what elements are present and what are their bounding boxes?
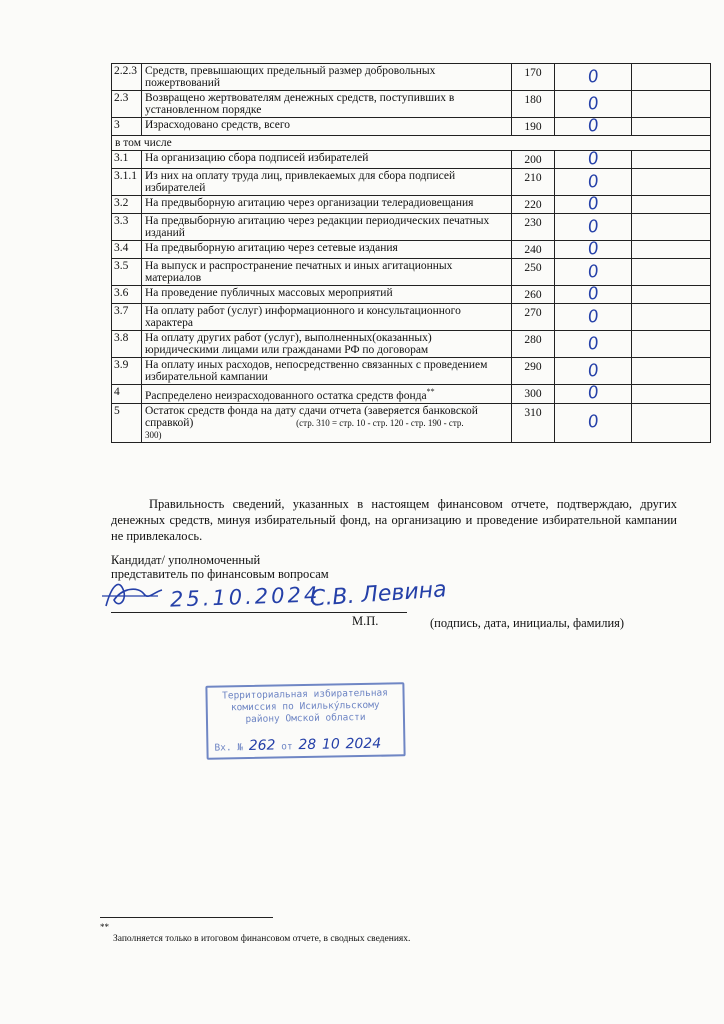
amount-value: 0 <box>586 283 600 305</box>
line-code: 240 <box>512 241 555 259</box>
line-code: 220 <box>512 196 555 214</box>
empty-cell <box>632 196 711 214</box>
line-code: 270 <box>512 304 555 331</box>
line-code: 200 <box>512 151 555 169</box>
handwritten-name: С.В. Левина <box>309 577 448 612</box>
footnote-divider <box>100 917 273 918</box>
amount-value: 0 <box>586 260 600 283</box>
table-row <box>112 169 711 196</box>
empty-cell <box>632 304 711 331</box>
signature-scribble <box>98 574 168 614</box>
section-label: в том числе <box>112 136 711 151</box>
table-row <box>112 118 711 136</box>
confirmation-statement: Правильность сведений, указанных в настоящем финансовом отчете, подтверждаю, других денежных средств, минуя избирательный фонд, на организацию и проведение избирательной кампании не привлекалось. <box>111 497 677 543</box>
row-number: 3.6 <box>112 286 142 304</box>
table-row <box>112 286 711 304</box>
line-code: 210 <box>512 169 555 196</box>
row-number: 4 <box>112 385 142 404</box>
line-code: 290 <box>512 358 555 385</box>
row-number: 2.3 <box>112 91 142 118</box>
line-code: 260 <box>512 286 555 304</box>
empty-cell <box>632 64 711 91</box>
amount-value: 0 <box>586 148 600 170</box>
row-number: 3.4 <box>112 241 142 259</box>
empty-cell <box>632 151 711 169</box>
signer-role-line1: Кандидат/ уполномоченный <box>111 553 261 567</box>
row-label: Израсходовано средств, всего <box>142 118 512 136</box>
signature-line <box>111 612 407 613</box>
row-label: Распределено неизрасходованного остатка средств фонда <box>145 389 427 402</box>
amount-value: 0 <box>586 170 600 193</box>
line-code: 180 <box>512 91 555 118</box>
amount-value: 0 <box>586 305 600 328</box>
row-label: На предвыборную агитацию через редакции периодических печатных изданий <box>142 214 512 241</box>
row-label: На организацию сбора подписей избирателей <box>142 151 512 169</box>
financial-report-table <box>111 63 711 443</box>
amount-value: 0 <box>586 332 600 355</box>
empty-cell <box>632 169 711 196</box>
line-code: 170 <box>512 64 555 91</box>
line-code: 230 <box>512 214 555 241</box>
stamp-line2: комиссия по Исильку́льскому <box>230 699 380 714</box>
empty-cell <box>632 286 711 304</box>
row-label: На оплату работ (услуг) информационного и консультационного характера <box>142 304 512 331</box>
reg-day: 28 <box>298 736 317 754</box>
reg-number: 262 <box>248 737 276 754</box>
row-label: На оплату иных расходов, непосредственно связанных с проведением избирательной кампании <box>142 358 512 385</box>
row-label: Возвращено жертвователям денежных средств, поступивших в установленном порядке <box>142 91 512 118</box>
row-label: На проведение публичных массовых мероприятий <box>142 286 512 304</box>
table-row <box>112 91 711 118</box>
reg-month: 10 <box>321 736 340 753</box>
footnote-mark: ** <box>100 922 109 932</box>
amount-value: 0 <box>586 215 600 238</box>
table-row <box>112 331 711 358</box>
row-number: 2.2.3 <box>112 64 142 91</box>
line-code: 190 <box>512 118 555 136</box>
row-label: На предвыборную агитацию через организации телерадиовещания <box>142 196 512 214</box>
reg-year: 2024 <box>345 735 382 753</box>
handwritten-date: 25.10.2024 <box>169 582 321 612</box>
table-row <box>112 214 711 241</box>
section-row <box>112 136 711 151</box>
row-number: 3.5 <box>112 259 142 286</box>
empty-cell <box>632 91 711 118</box>
footnote-text: Заполняется только в итоговом финансовом отчете, в сводных сведениях. <box>113 934 411 944</box>
formula-note-end: 300) <box>145 429 162 440</box>
line-code: 310 <box>512 403 555 442</box>
empty-cell <box>632 214 711 241</box>
amount-value: 0 <box>586 92 600 115</box>
table-row <box>112 259 711 286</box>
line-code: 300 <box>512 385 555 404</box>
reg-prefix: Вх. № <box>214 742 244 754</box>
empty-cell <box>632 403 711 442</box>
row-number: 5 <box>112 403 142 442</box>
table-row <box>112 64 711 91</box>
amount-value: 0 <box>586 193 600 215</box>
amount-value: 0 <box>586 115 600 137</box>
empty-cell <box>632 331 711 358</box>
row-label: На оплату других работ (услуг), выполненных(оказанных) юридическими лицами или гражданами РФ по договорам <box>142 331 512 358</box>
empty-cell <box>632 385 711 404</box>
empty-cell <box>632 241 711 259</box>
table-row <box>112 358 711 385</box>
table-row <box>112 385 711 404</box>
signer-role-line2: представитель по финансовым вопросам <box>111 567 329 581</box>
registration-stamp <box>205 682 405 759</box>
row-label: Средств, превышающих предельный размер добровольных пожертвований <box>142 64 512 91</box>
empty-cell <box>632 259 711 286</box>
empty-cell <box>632 118 711 136</box>
line-code: 250 <box>512 259 555 286</box>
row-label: На предвыборную агитацию через сетевые издания <box>142 241 512 259</box>
seal-placeholder: М.П. <box>352 614 379 628</box>
row-number: 3.1 <box>112 151 142 169</box>
signature-caption: (подпись, дата, инициалы, фамилия) <box>430 616 625 630</box>
table-row <box>112 151 711 169</box>
reg-from: от <box>281 741 293 753</box>
stamp-line1: Территориальная избирательная <box>222 687 389 702</box>
row-number: 3.7 <box>112 304 142 331</box>
row-number: 3.8 <box>112 331 142 358</box>
table-row <box>112 196 711 214</box>
line-code: 280 <box>512 331 555 358</box>
formula-note: (стр. 310 = стр. 10 - стр. 120 - стр. 190 - стр. <box>296 417 464 428</box>
row-number: 3.1.1 <box>112 169 142 196</box>
row-number: 3.2 <box>112 196 142 214</box>
empty-cell <box>632 358 711 385</box>
stamp-line3: району Омской области <box>245 711 366 726</box>
table-row <box>112 403 711 442</box>
table-row <box>112 241 711 259</box>
amount-value: 0 <box>586 359 600 382</box>
row-number: 3.3 <box>112 214 142 241</box>
row-number: 3.9 <box>112 358 142 385</box>
stamp-registration <box>214 736 381 755</box>
amount-value: 0 <box>586 238 600 260</box>
row-label: Из них на оплату труда лиц, привлекаемых для сбора подписей избирателей <box>142 169 512 196</box>
row-label: На выпуск и распространение печатных и иных агитационных материалов <box>142 259 512 286</box>
amount-value: 0 <box>586 65 600 88</box>
footnote-ref: ** <box>426 387 435 396</box>
table-row <box>112 304 711 331</box>
amount-value: 0 <box>586 382 600 405</box>
row-number: 3 <box>112 118 142 136</box>
amount-value: 0 <box>586 411 600 433</box>
row-label: Остаток средств фонда на дату сдачи отчета (заверяется банковской справкой) <box>145 404 478 429</box>
